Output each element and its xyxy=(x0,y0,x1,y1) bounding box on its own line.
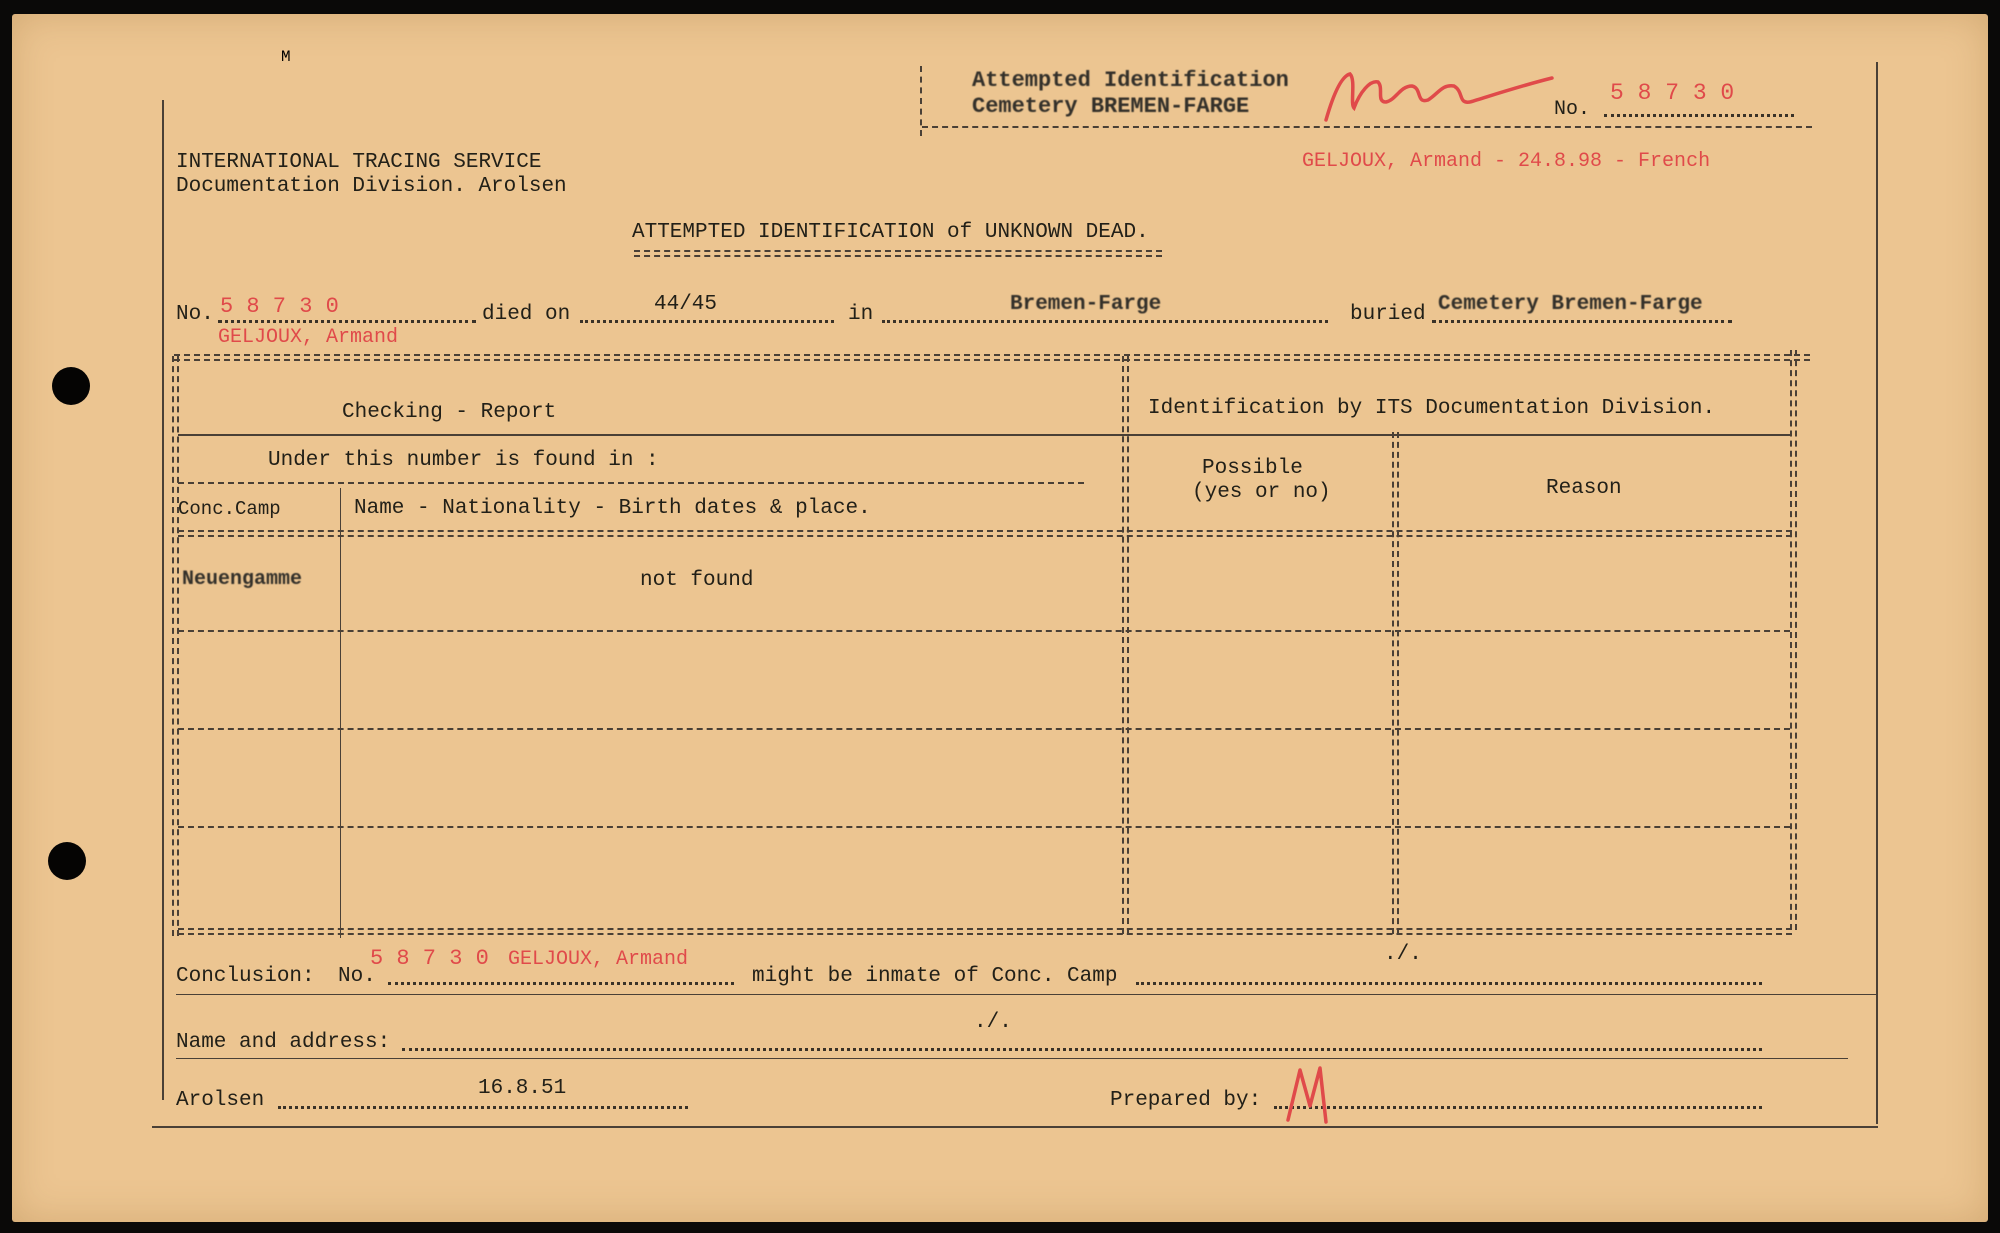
table-right-border xyxy=(1790,350,1797,930)
col-header-reason: Reason xyxy=(1546,477,1622,500)
header-no-value: 5 8 7 3 0 xyxy=(1610,80,1735,106)
conclusion-text: might be inmate of Conc. Camp xyxy=(752,965,1118,988)
header-box-line2: Cemetery BREMEN-FARGE xyxy=(972,94,1250,119)
record-no-dotted-line xyxy=(218,320,476,323)
title-underline xyxy=(634,250,1162,257)
card-left-border xyxy=(162,100,164,1100)
checking-report-header: Checking - Report xyxy=(342,401,557,424)
table-left-border xyxy=(172,356,179,936)
identification-header: Identification by ITS Documentation Division. xyxy=(1148,397,1716,420)
conclusion-no-value: 5 8 7 3 0 xyxy=(370,946,489,971)
name-address-dotted-line xyxy=(402,1048,1762,1051)
col-header-possible-2: (yes or no) xyxy=(1192,481,1331,504)
name-address-label: Name and address: xyxy=(176,1031,391,1054)
card-right-border xyxy=(1876,62,1878,1124)
index-card xyxy=(12,14,1988,1222)
conclusion-rule xyxy=(176,994,1876,995)
header-no-dotted-line xyxy=(1604,114,1794,117)
table-row-line-1 xyxy=(178,630,1790,632)
column-header-rule xyxy=(178,530,1792,537)
prepared-by-initials-text: M xyxy=(281,48,291,66)
card-bottom-border xyxy=(152,1126,1878,1128)
handwritten-none-signature xyxy=(1320,52,1560,132)
record-name: GELJOUX, Armand xyxy=(218,326,399,349)
table-divider-reason xyxy=(1392,432,1399,934)
footer-date: 16.8.51 xyxy=(478,1077,567,1100)
conclusion-camp-dotted-line xyxy=(1136,982,1762,985)
row1-name: not found xyxy=(640,569,754,592)
buried-dotted-line xyxy=(1432,320,1732,323)
died-dotted-line xyxy=(580,320,834,323)
header-box-line1: Attempted Identification xyxy=(972,68,1289,93)
table-divider-identification xyxy=(1122,356,1129,934)
buried-value: Cemetery Bremen-Farge xyxy=(1438,293,1703,316)
conclusion-label: Conclusion: xyxy=(176,965,315,988)
prepared-by-label: Prepared by: xyxy=(1110,1089,1262,1112)
buried-label: buried xyxy=(1350,303,1426,326)
in-dotted-line xyxy=(882,320,1328,323)
table-row-line-3 xyxy=(178,826,1790,828)
prepared-by-dotted-line xyxy=(1274,1106,1762,1109)
in-value: Bremen-Farge xyxy=(1010,293,1162,316)
record-no-label: No. xyxy=(176,303,214,326)
conclusion-no-label: No. xyxy=(338,965,376,988)
footer-date-dotted-line xyxy=(278,1106,688,1109)
table-divider-camp xyxy=(340,488,341,938)
table-row-line-2 xyxy=(178,728,1790,730)
header-no-label: No. xyxy=(1554,98,1591,121)
col-header-name: Name - Nationality - Birth dates & place. xyxy=(354,497,871,520)
footer-place: Arolsen xyxy=(176,1089,265,1112)
col-header-possible-1: Possible xyxy=(1202,457,1303,480)
found-in-label: Under this number is found in : xyxy=(268,449,659,472)
col-header-camp: Conc.Camp xyxy=(178,498,281,520)
found-in-rule xyxy=(178,482,1084,484)
punch-hole-bottom xyxy=(48,842,86,880)
table-header-rule xyxy=(178,434,1792,436)
punch-hole-top xyxy=(52,367,90,405)
died-label: died on xyxy=(482,303,571,326)
in-label: in xyxy=(848,303,874,326)
org-line2: Documentation Division. Arolsen xyxy=(176,175,567,198)
conclusion-no-dotted-line xyxy=(388,982,734,985)
subject-line: GELJOUX, Armand - 24.8.98 - French xyxy=(1302,150,1711,173)
conclusion-name: GELJOUX, Armand xyxy=(508,948,689,971)
name-address-value: ./. xyxy=(974,1011,1012,1034)
row1-camp: Neuengamme xyxy=(182,568,303,591)
died-value: 44/45 xyxy=(654,293,718,316)
name-address-rule xyxy=(176,1058,1848,1059)
table-bottom-border xyxy=(178,928,1792,935)
conclusion-camp-value: ./. xyxy=(1384,943,1422,966)
record-no-value: 5 8 7 3 0 xyxy=(220,294,339,319)
org-line1: INTERNATIONAL TRACING SERVICE xyxy=(176,151,542,174)
document-title: ATTEMPTED IDENTIFICATION of UNKNOWN DEAD. xyxy=(632,221,1149,244)
table-top-border xyxy=(174,354,1810,361)
